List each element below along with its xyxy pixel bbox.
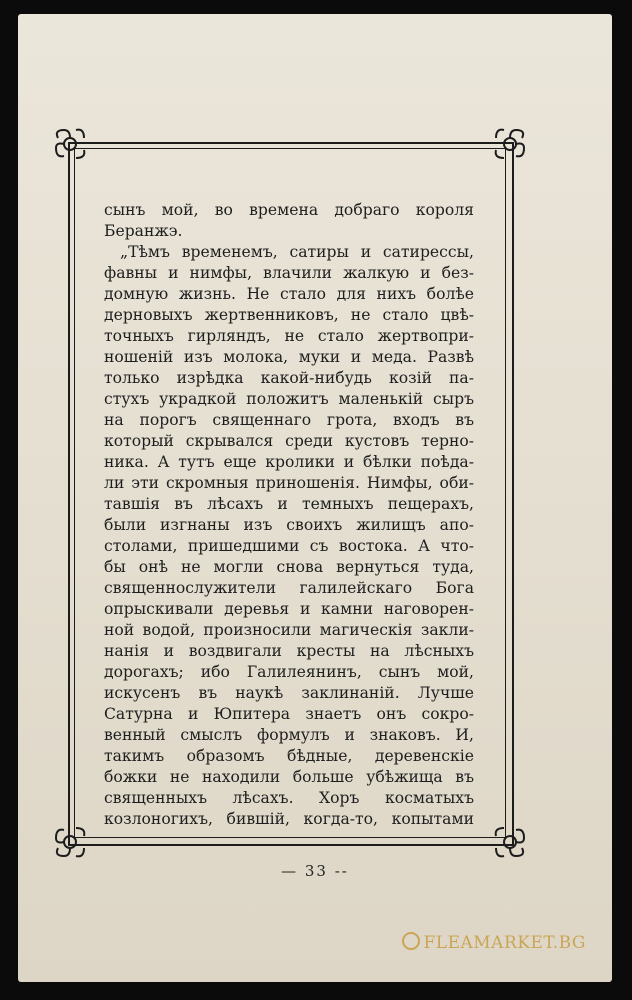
text-line: который скрывался среди кустовъ терно- (104, 432, 474, 450)
text-line: ношеній изъ молока, муки и меда. Развѣ (104, 348, 474, 366)
text-line: ной водой, произносили магическія закли- (104, 621, 474, 639)
text-line: только изрѣдка какой-нибудь козій па- (104, 369, 474, 387)
page-number: — 33 -- (281, 862, 349, 880)
text-line: священнослужители галилейскаго Бога (104, 579, 474, 597)
text-line: Беранжэ. (104, 222, 183, 240)
text-line: фавны и нимфы, влачили жалкую и без- (104, 264, 474, 282)
ornament-corner-icon (492, 824, 528, 860)
text-line: божки не находили больше убѣжища въ (104, 768, 474, 786)
text-line: священныхъ лѣсахъ. Хоръ косматыхъ (104, 789, 474, 807)
ornament-corner-icon (52, 126, 88, 162)
text-line: дорогахъ; ибо Галилеянинъ, сынъ мой, (104, 663, 474, 681)
text-line: ли эти скромныя приношенія. Нимфы, оби- (104, 474, 474, 492)
text-line: козлоногихъ, бившій, когда-то, копытами (104, 810, 474, 828)
body-text (104, 200, 474, 830)
text-line: столами, пришедшими съ востока. А что- (104, 537, 474, 555)
text-line: точныхъ гирляндъ, не стало жертвопри- (104, 327, 474, 345)
ornament-corner-icon (52, 824, 88, 860)
text-line: „Тѣмъ временемъ, сатиры и сатирессы, (120, 243, 474, 261)
text-line: нанія и воздвигали кресты на лѣсныхъ (104, 642, 474, 660)
text-line: на порогъ священнаго грота, входъ въ (104, 411, 474, 429)
text-line: домную жизнь. Не стало для нихъ болѣе (104, 285, 474, 303)
text-line: венный смыслъ формулъ и знаковъ. И, (104, 726, 474, 744)
watermark (402, 932, 587, 953)
text-line: дерновыхъ жертвенниковъ, не стало цвѣ- (104, 306, 474, 324)
watermark-text: FLEAMARKET.BG (423, 933, 586, 953)
text-line: искусенъ въ наукѣ заклинаній. Лучше (104, 684, 474, 702)
text-line: бы онѣ не могли снова вернуться туда, (104, 558, 474, 576)
book-page (18, 14, 612, 982)
text-line: Сатурна и Юпитера знаетъ онъ сокро- (104, 705, 474, 723)
ornament-corner-icon (492, 126, 528, 162)
watermark-logo-icon (402, 932, 420, 950)
text-line: такимъ образомъ бѣдные, деревенскіе (104, 747, 474, 765)
text-line: тавшія въ лѣсахъ и темныхъ пещерахъ, (104, 495, 474, 513)
text-line: стухъ украдкой положитъ маленькій сыръ (104, 390, 474, 408)
text-line: были изгнаны изъ своихъ жилищъ апо- (104, 516, 474, 534)
text-line: сынъ мой, во времена добраго короля (104, 201, 474, 219)
text-line: ника. А тутъ еще кролики и бѣлки поѣда- (104, 453, 474, 471)
text-line: опрыскивали деревья и камни наговорен- (104, 600, 474, 618)
